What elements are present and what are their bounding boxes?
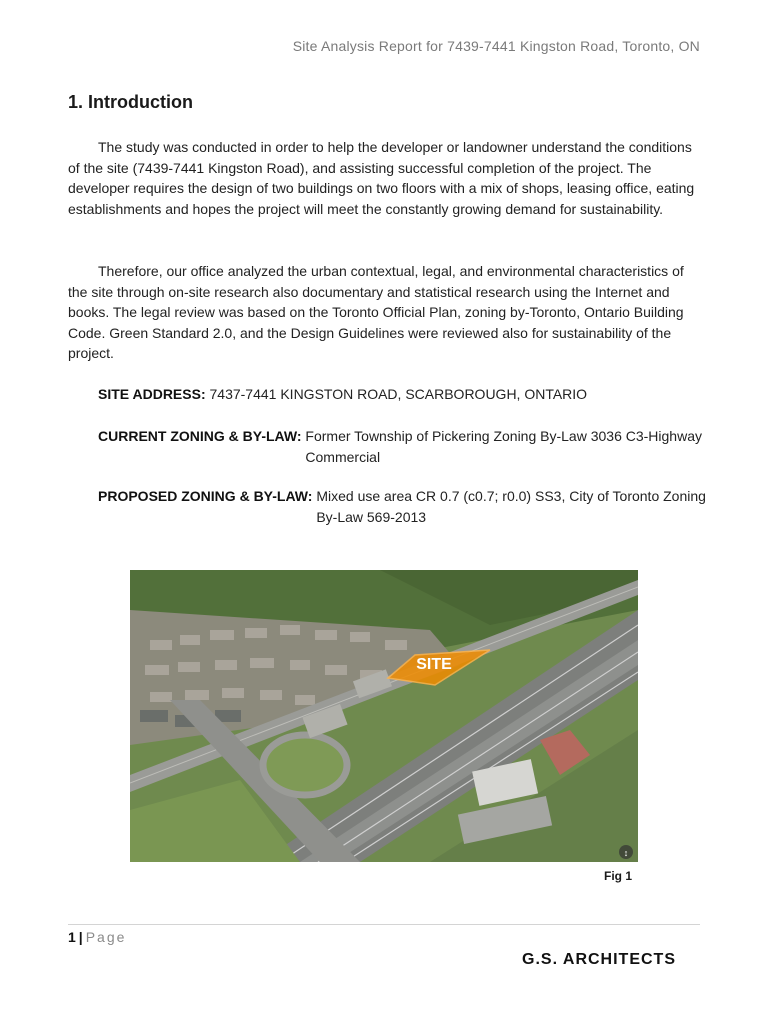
- intro-paragraph-2: Therefore, our office analyzed the urban contextual, legal, and environmental characteristics of the site through on-site research also documentary and statistical research using the Internet and books. The legal review was based on the Toronto Official Plan, zoning by-Toronto, Ontario Building Code. Green Standard 2.0, and the Design Guidelines were reviewed also for sustainability of the project.: [68, 263, 684, 362]
- compass-icon: ↕: [623, 848, 629, 858]
- aerial-site-photo: [130, 570, 638, 862]
- firm-name: G.S. ARCHITECTS: [522, 951, 676, 968]
- intro-paragraph-1: The study was conducted in order to help the developer or landowner understand the conditions of the site (7439-7441 Kingston Road), and assisting successful completion of the project. The developer requires the design of two buildings on two floors with a mix of shops, leasing office, eating establishments and hopes the project will meet the constantly growing demand for sustainability.: [68, 139, 695, 217]
- section-heading: 1. Introduction: [68, 92, 193, 112]
- proposed-zoning-label: PROPOSED ZONING & BY-LAW:: [98, 488, 313, 504]
- figure-caption: Fig 1: [604, 869, 633, 883]
- current-zoning-field: [98, 426, 708, 467]
- site-address-field: [98, 384, 587, 405]
- page-word: Page: [85, 929, 127, 945]
- proposed-zoning-value: Mixed use area CR 0.7 (c0.7; r0.0) SS3, City of Toronto Zoning By-Law 569-2013: [316, 488, 706, 525]
- page-number-value: 1: [68, 929, 76, 945]
- site-address-label: SITE ADDRESS:: [98, 386, 206, 402]
- current-zoning-label: CURRENT ZONING & BY-LAW:: [98, 428, 302, 444]
- site-address-value: 7437-7441 KINGSTON ROAD, SCARBOROUGH, ONTARIO: [209, 386, 588, 402]
- footer-divider: [68, 924, 700, 925]
- page-number: [68, 929, 126, 945]
- page-number-separator: |: [78, 929, 83, 945]
- current-zoning-value: Former Township of Pickering Zoning By-Law 3036 C3-Highway Commercial: [305, 428, 702, 465]
- report-header-title: Site Analysis Report for 7439-7441 Kingston Road, Toronto, ON: [292, 38, 700, 54]
- site-map-label: SITE: [416, 656, 452, 673]
- proposed-zoning-field: [98, 486, 708, 527]
